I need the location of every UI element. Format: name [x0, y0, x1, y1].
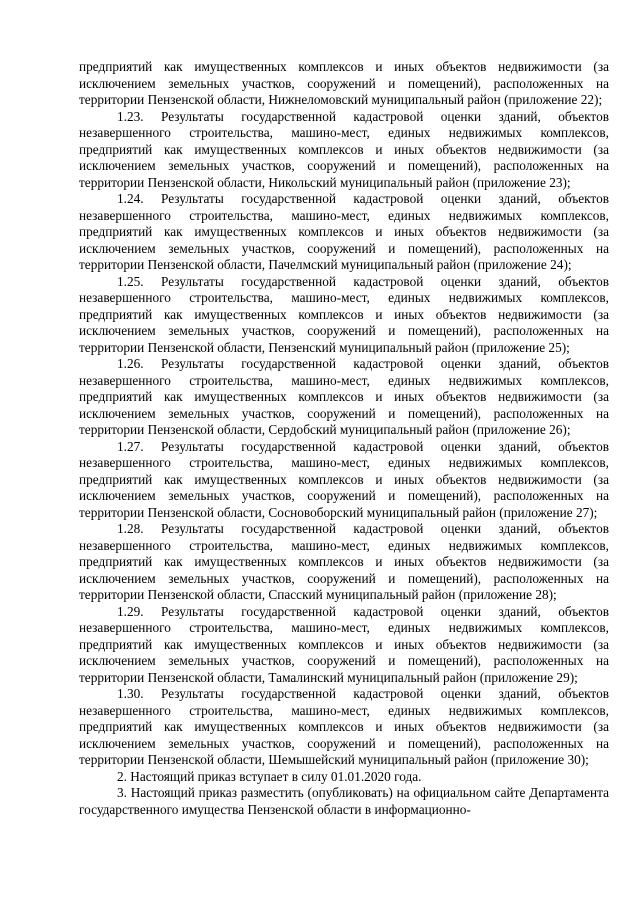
paragraph-item-1-28: 1.28. Результаты государственной кадастровой оценки зданий, объектов незавершенного строительства, машино-мест, единых недвижимых комплексов, предприятий как имущественных комплексов и иных объектов недвижимости (за исключением земельных участков, сооружений и помещений), расположенных на территории Пензенской области, Спасский муниципальный район (приложение 28);: [79, 521, 609, 602]
paragraph-item-2: 2. Настоящий приказ вступает в силу 01.01.2020 года.: [117, 768, 422, 784]
paragraph-continuation-1-22: предприятий как имущественных комплексов и иных объектов недвижимости (за исключением земельных участков, сооружений и помещений), расположенных на территории Пензенской области, Нижнеломовский муниципальный район (приложение 22);: [79, 59, 609, 107]
paragraph-item-1-27: 1.27. Результаты государственной кадастровой оценки зданий, объектов незавершенного строительства, машино-мест, единых недвижимых комплексов, предприятий как имущественных комплексов и иных объектов недвижимости (за исключением земельных участков, сооружений и помещений), расположенных на территории Пензенской области, Сосновоборский муниципальный район (приложение 27);: [79, 438, 609, 520]
paragraph-item-1-24: 1.24. Результаты государственной кадастровой оценки зданий, объектов незавершенного строительства, машино-мест, единых недвижимых комплексов, предприятий как имущественных комплексов и иных объектов недвижимости (за исключением земельных участков, сооружений и помещений), расположенных на территории Пензенской области, Пачелмский муниципальный район (приложение 24);: [79, 191, 609, 272]
paragraph-item-1-26: 1.26. Результаты государственной кадастровой оценки зданий, объектов незавершенного строительства, машино-мест, единых недвижимых комплексов, предприятий как имущественных комплексов и иных объектов недвижимости (за исключением земельных участков, сооружений и помещений), расположенных на территории Пензенской области, Сердобский муниципальный район (приложение 26);: [79, 356, 609, 437]
paragraph-item-3: 3. Настоящий приказ разместить (опубликовать) на официальном сайте Департамента государственного имущества Пензенской области в информационно-: [79, 785, 609, 817]
paragraph-item-1-30: 1.30. Результаты государственной кадастровой оценки зданий, объектов незавершенного строительства, машино-мест, единых недвижимых комплексов, предприятий как имущественных комплексов и иных объектов недвижимости (за исключением земельных участков, сооружений и помещений), расположенных на территории Пензенской области, Шемышейский муниципальный район (приложение 30);: [79, 686, 609, 767]
paragraph-item-1-25: 1.25. Результаты государственной кадастровой оценки зданий, объектов незавершенного строительства, машино-мест, единых недвижимых комплексов, предприятий как имущественных комплексов и иных объектов недвижимости (за исключением земельных участков, сооружений и помещений), расположенных на территории Пензенской области, Пензенский муниципальный район (приложение 25);: [79, 273, 609, 355]
paragraph-item-1-23: 1.23. Результаты государственной кадастровой оценки зданий, объектов незавершенного строительства, машино-мест, единых недвижимых комплексов, предприятий как имущественных комплексов и иных объектов недвижимости (за исключением земельных участков, сооружений и помещений), расположенных на территории Пензенской области, Никольский муниципальный район (приложение 23);: [79, 108, 609, 190]
paragraph-item-1-29: 1.29. Результаты государственной кадастровой оценки зданий, объектов незавершенного строительства, машино-мест, единых недвижимых комплексов, предприятий как имущественных комплексов и иных объектов недвижимости (за исключением земельных участков, сооружений и помещений), расположенных на территории Пензенской области, Тамалинский муниципальный район (приложение 29);: [79, 603, 609, 685]
document-page: [79, 59, 609, 818]
